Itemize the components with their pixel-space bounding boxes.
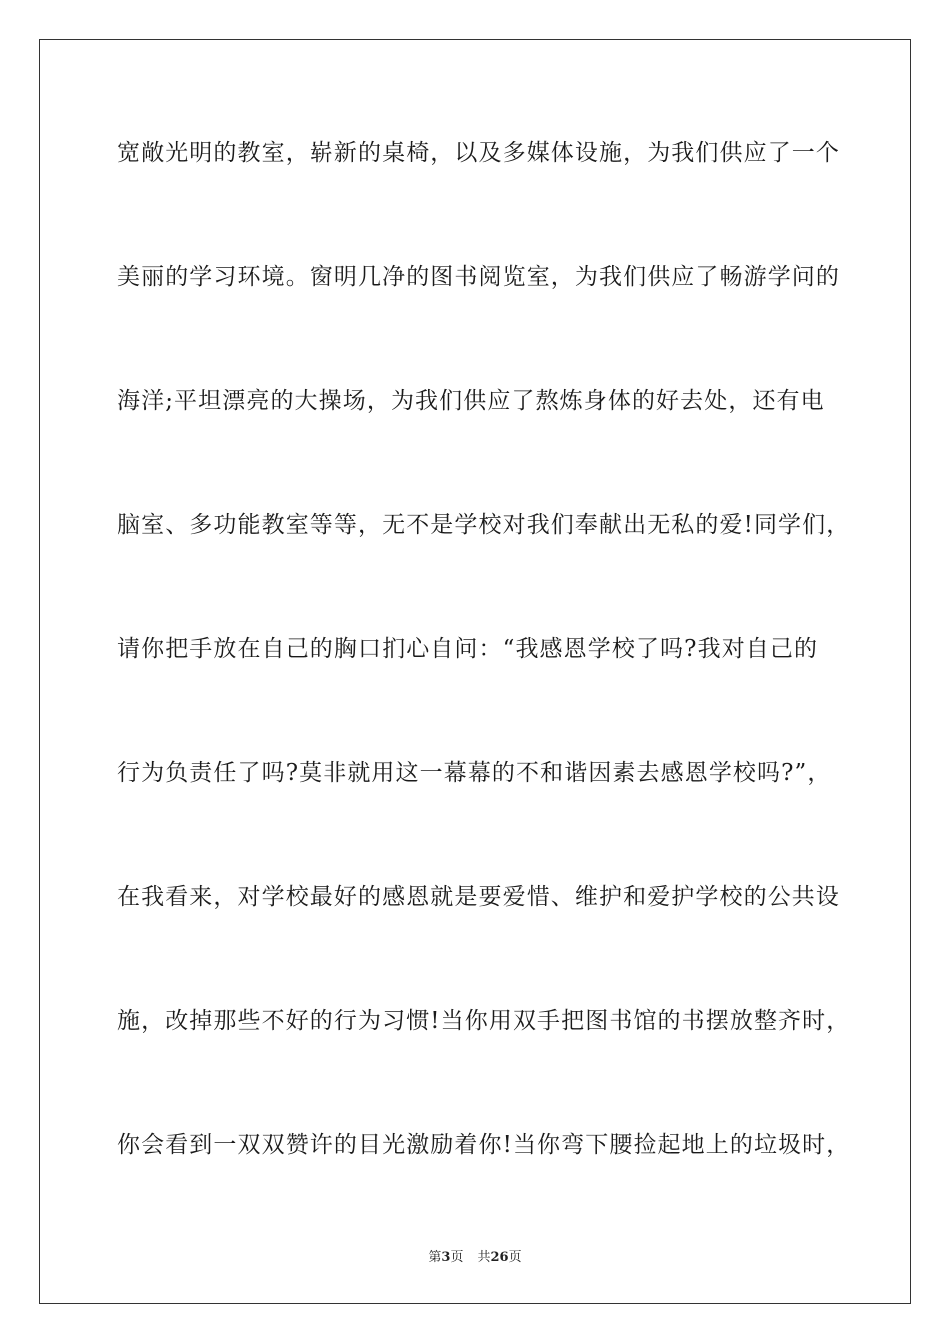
page-prefix: 第 xyxy=(428,1250,442,1265)
text-line-3: 海洋;平坦漂亮的大操场，为我们供应了熬炼身体的好去处，还有电 xyxy=(117,388,825,414)
total-prefix: 共 xyxy=(477,1250,491,1265)
text-line-4: 脑室、多功能教室等等，无不是学校对我们奉献出无私的爱!同学们， xyxy=(117,512,851,538)
page-number: 3 xyxy=(441,1250,451,1265)
total-suffix: 页 xyxy=(508,1250,522,1265)
text-line-9: 你会看到一双双赞许的目光激励着你!当你弯下腰捡起地上的垃圾时， xyxy=(117,1132,851,1158)
total-pages: 26 xyxy=(490,1250,509,1265)
text-line-5: 请你把手放在自己的胸口扪心自问：“我感恩学校了吗?我对自己的 xyxy=(117,636,819,662)
text-line-2: 美丽的学习环境。窗明几净的图书阅览室，为我们供应了畅游学问的 xyxy=(117,264,840,290)
page-suffix: 页 xyxy=(450,1250,464,1265)
text-line-6: 行为负责任了吗?莫非就用这一幕幕的不和谐因素去感恩学校吗?”， xyxy=(117,760,832,786)
text-line-7: 在我看来，对学校最好的感恩就是要爱惜、维护和爱护学校的公共设 xyxy=(117,884,840,910)
text-line-1: 宽敞光明的教室，崭新的桌椅，以及多媒体设施，为我们供应了一个 xyxy=(117,140,840,166)
page-footer xyxy=(0,1246,950,1265)
text-line-8: 施，改掉那些不好的行为习惯!当你用双手把图书馆的书摆放整齐时， xyxy=(117,1008,851,1034)
document-body xyxy=(117,122,851,1238)
